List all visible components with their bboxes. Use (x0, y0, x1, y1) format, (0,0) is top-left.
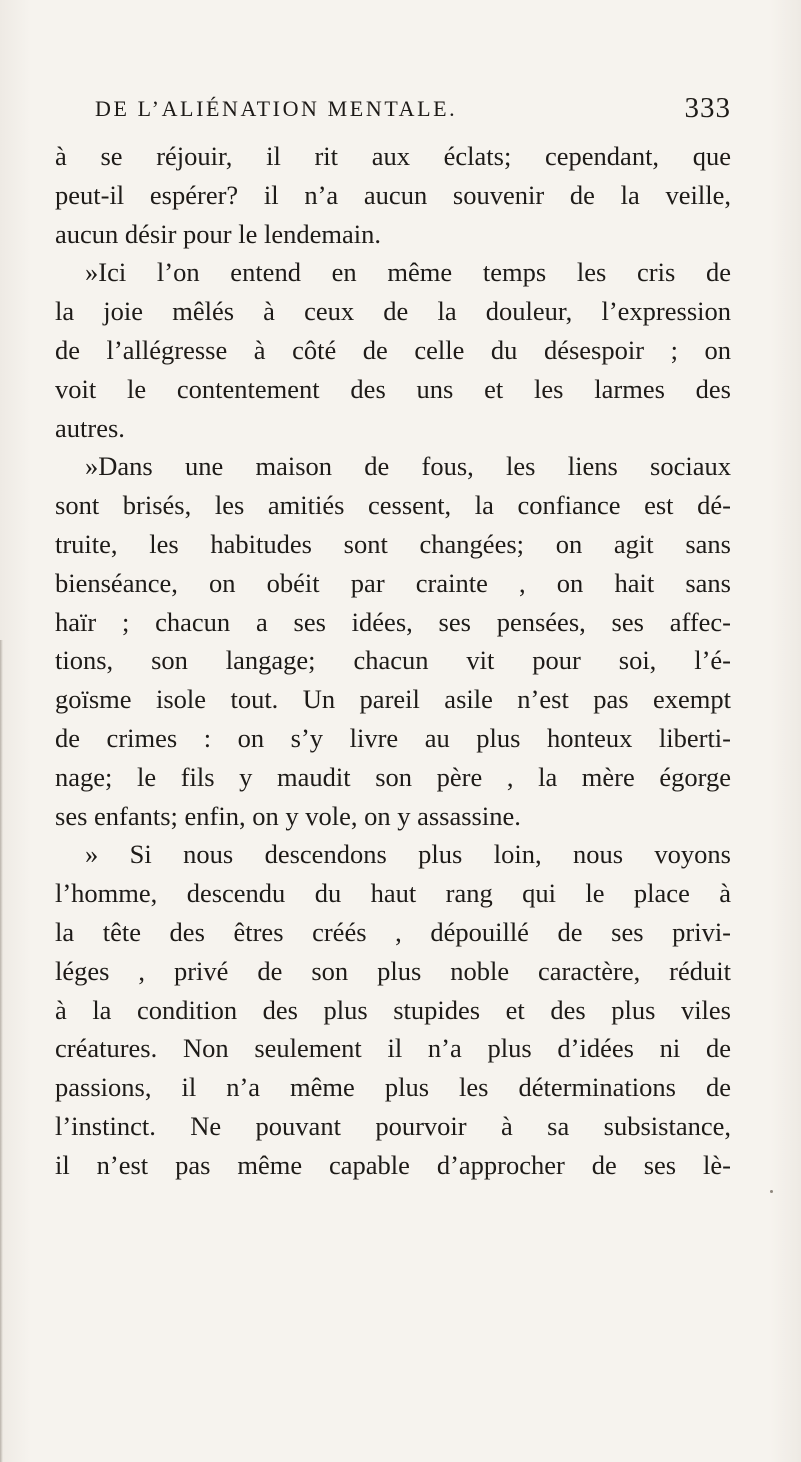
text-line: la tête des êtres créés , dépouillé de ses privi- (55, 916, 731, 947)
text-line: goïsme isole tout. Un pareil asile n’est pas exempt (55, 684, 731, 715)
text-line: haïr ; chacun a ses idées, ses pensées, ses affec- (55, 606, 731, 637)
text-line: voit le contentement des uns et les larmes des (55, 373, 731, 404)
page-edge-shadow (0, 640, 3, 1462)
text-line: créatures. Non seulement il n’a plus d’idées ni de (55, 1033, 731, 1064)
text-line: léges , privé de son plus noble caractère, réduit (55, 955, 731, 986)
running-head: DE L’ALIÉNATION MENTALE. (95, 96, 458, 121)
text-line: » Si nous descendons plus loin, nous voyons (85, 839, 731, 870)
text-line: de crimes : on s’y livre au plus honteux liberti- (55, 722, 731, 753)
text-line: passions, il n’a même plus les déterminations de (55, 1072, 731, 1103)
text-line: bienséance, on obéit par crainte , on hait sans (55, 567, 731, 598)
text-line: la joie mêlés à ceux de la douleur, l’expression (55, 296, 731, 327)
text-line: tions, son langage; chacun vit pour soi, l’é- (55, 645, 731, 676)
text-line: nage; le fils y maudit son père , la mère égorge (55, 761, 731, 792)
text-line: autres. (55, 412, 125, 443)
page-number: 333 (684, 92, 731, 124)
page-header (95, 94, 731, 134)
text-line: à la condition des plus stupides et des plus viles (55, 994, 731, 1025)
text-line: truite, les habitudes sont changées; on agit sans (55, 528, 731, 559)
text-line: aucun désir pour le lendemain. (55, 218, 381, 249)
text-line: »Dans une maison de fous, les liens sociaux (85, 451, 731, 482)
text-line: sont brisés, les amitiés cessent, la confiance est dé- (55, 490, 731, 521)
text-line: à se réjouir, il rit aux éclats; cependant, que (55, 141, 731, 171)
text-line: l’homme, descendu du haut rang qui le place à (55, 878, 731, 909)
text-line: peut-il espérer? il n’a aucun souvenir de la veille, (55, 179, 731, 210)
text-line: ses enfants; enfin, on y vole, on y assassine. (55, 800, 521, 831)
text-line: »Ici l’on entend en même temps les cris de (85, 257, 731, 288)
text-line: de l’allégresse à côté de celle du désespoir ; on (55, 334, 731, 365)
body-text (55, 137, 731, 1185)
paper-speck (770, 1190, 773, 1193)
text-line: l’instinct. Ne pouvant pourvoir à sa subsistance, (55, 1110, 731, 1141)
text-line: il n’est pas même capable d’approcher de ses lè- (55, 1149, 731, 1180)
